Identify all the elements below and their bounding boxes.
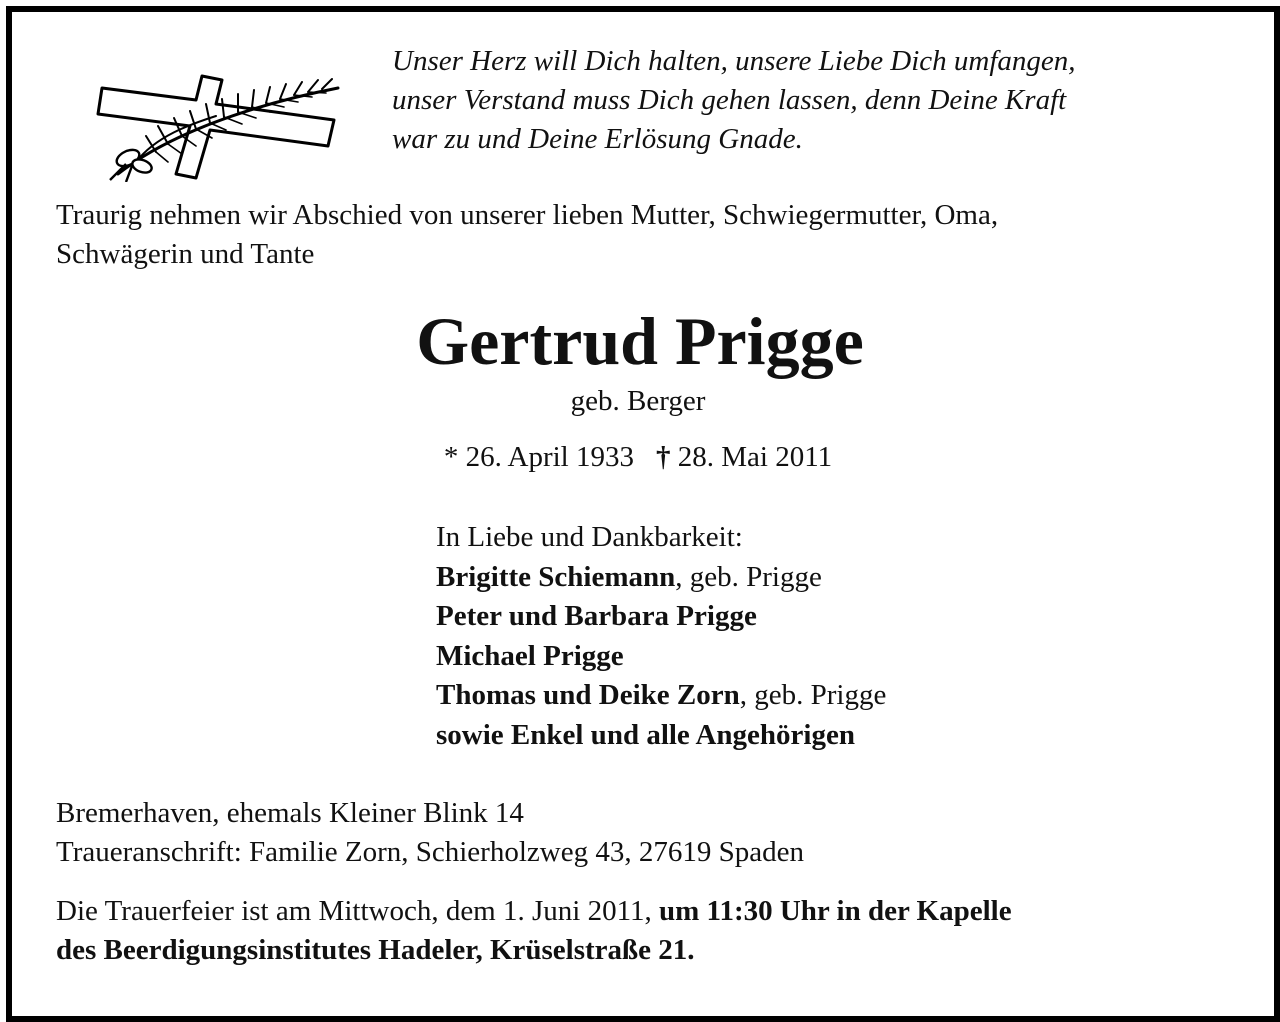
maiden-name: geb. Berger — [570, 385, 706, 417]
deceased-name: Gertrud Prigge — [416, 303, 864, 379]
farewell-intro — [56, 196, 1236, 274]
poem-line: unser Verstand muss Dich gehen lassen, denn Deine Kraft — [392, 84, 1067, 116]
mourners-heading: In Liebe und Dankbarkeit: — [436, 521, 743, 553]
mourner-name: sowie Enkel und alle Angehörigen — [436, 718, 855, 751]
ceremony-venue: des Beerdigungsinstitutes Hadeler, Krüselstraße 21. — [56, 934, 695, 966]
mourner-name: Thomas und Deike Zorn — [436, 679, 740, 711]
cross-palm-icon — [96, 66, 346, 182]
ceremony-line — [56, 892, 1236, 931]
mourner-name: Brigitte Schiemann — [436, 560, 676, 593]
life-dates — [0, 438, 1276, 477]
residence-line: Bremerhaven, ehemals Kleiner Blink 14 — [56, 797, 524, 829]
mourner-name: Michael Prigge — [436, 639, 624, 672]
ceremony-date-text: Die Trauerfeier ist am Mittwoch, dem 1. Juni 2011, — [56, 895, 660, 927]
mourner-entry — [436, 676, 1236, 716]
memorial-poem — [392, 42, 1232, 159]
mourner-suffix: , geb. Prigge — [675, 560, 822, 593]
ceremony-time-place: um 11:30 Uhr in der Kapelle — [659, 895, 1012, 927]
poem-line: war zu und Deine Erlösung Gnade. — [392, 123, 803, 155]
intro-line: Schwägerin und Tante — [56, 238, 315, 270]
mourner-name: Peter und Barbara Prigge — [436, 600, 757, 632]
mourner-entry — [436, 637, 1236, 677]
mourner-suffix: , geb. Prigge — [739, 679, 887, 711]
death-cross-symbol: † — [655, 441, 671, 473]
mourner-entry — [436, 558, 1236, 598]
mourner-entry — [436, 716, 1236, 756]
birth-symbol: * — [443, 441, 459, 473]
mourner-entry — [436, 597, 1236, 637]
birth-date: 26. April 1933 — [465, 441, 634, 473]
intro-line: Traurig nehmen wir Abschied von unserer lieben Mutter, Schwiegermutter, Oma, — [56, 199, 999, 231]
mourners-block — [436, 518, 1236, 755]
poem-line: Unser Herz will Dich halten, unsere Liebe Dich umfangen, — [392, 45, 1076, 77]
mourning-address-line: Traueranschrift: Familie Zorn, Schierholzweg 43, 27619 Spaden — [56, 836, 804, 868]
address-block — [56, 794, 1236, 872]
ceremony-info — [56, 892, 1236, 970]
death-date: 28. Mai 2011 — [677, 441, 833, 473]
